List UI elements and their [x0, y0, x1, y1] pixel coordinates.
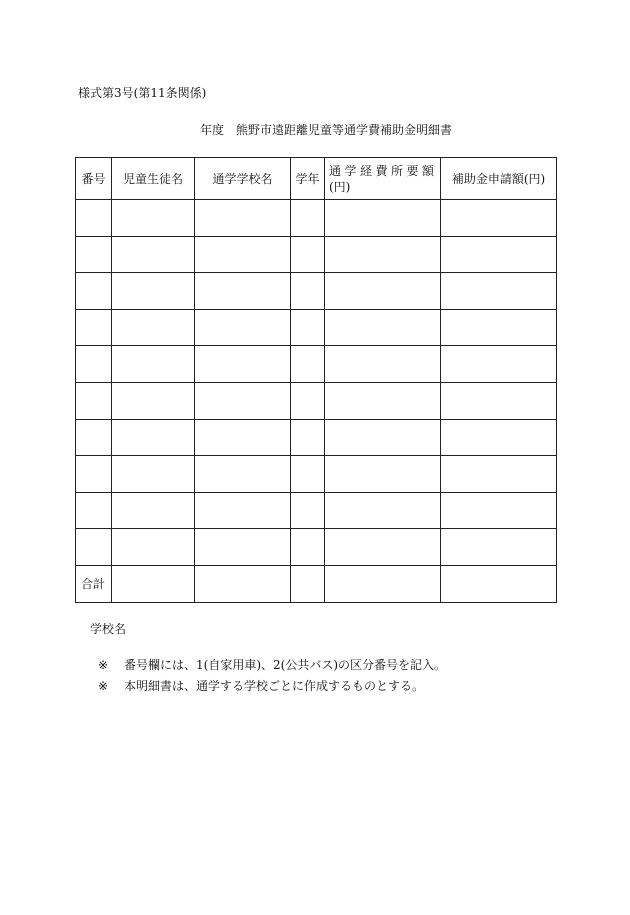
table-row [76, 309, 557, 346]
cell-subsidy-amount[interactable] [441, 382, 557, 419]
cell-commute-cost[interactable] [325, 236, 441, 273]
note-item [98, 677, 424, 694]
total-grade[interactable] [291, 565, 325, 602]
cell-student-name[interactable] [112, 236, 195, 273]
title-year-prefix: 年度 [200, 123, 225, 137]
cell-commute-cost[interactable] [325, 492, 441, 529]
form-number: 様式第3号(第11条関係) [78, 86, 207, 100]
total-commute-cost[interactable] [325, 565, 441, 602]
subsidy-detail-table [75, 157, 557, 603]
cell-number[interactable] [76, 456, 112, 493]
cell-number[interactable] [76, 382, 112, 419]
cell-subsidy-amount[interactable] [441, 309, 557, 346]
table-total-row [76, 565, 557, 602]
table-row [76, 382, 557, 419]
cell-student-name[interactable] [112, 492, 195, 529]
cell-grade[interactable] [291, 419, 325, 456]
cell-student-name[interactable] [112, 346, 195, 383]
title-text: 熊野市遠距離児童等通学費補助金明細書 [236, 123, 453, 137]
cell-grade[interactable] [291, 346, 325, 383]
cell-grade[interactable] [291, 529, 325, 566]
cell-school-name[interactable] [195, 419, 291, 456]
header-commute-cost-unit: (円) [329, 179, 351, 194]
cell-school-name[interactable] [195, 529, 291, 566]
total-label: 合計 [76, 565, 112, 602]
cell-student-name[interactable] [112, 273, 195, 310]
cell-commute-cost[interactable] [325, 382, 441, 419]
cell-subsidy-amount[interactable] [441, 456, 557, 493]
header-number: 番号 [76, 158, 112, 200]
cell-grade[interactable] [291, 456, 325, 493]
cell-number[interactable] [76, 529, 112, 566]
note-text: 番号欄には、1(自家用車)、2(公共バス)の区分番号を記入。 [124, 658, 446, 672]
cell-student-name[interactable] [112, 419, 195, 456]
table-row [76, 419, 557, 456]
cell-subsidy-amount[interactable] [441, 529, 557, 566]
total-student-name[interactable] [112, 565, 195, 602]
cell-subsidy-amount[interactable] [441, 419, 557, 456]
cell-subsidy-amount[interactable] [441, 200, 557, 237]
cell-subsidy-amount[interactable] [441, 346, 557, 383]
cell-school-name[interactable] [195, 456, 291, 493]
cell-grade[interactable] [291, 382, 325, 419]
table-row [76, 273, 557, 310]
table-row [76, 200, 557, 237]
note-text: 本明細書は、通学する学校ごとに作成するものとする。 [124, 679, 425, 693]
cell-student-name[interactable] [112, 200, 195, 237]
cell-school-name[interactable] [195, 492, 291, 529]
header-school-name: 通学学校名 [195, 158, 291, 200]
cell-subsidy-amount[interactable] [441, 492, 557, 529]
table-body [76, 200, 557, 603]
cell-subsidy-amount[interactable] [441, 236, 557, 273]
cell-student-name[interactable] [112, 309, 195, 346]
school-name-label: 学校名 [90, 622, 127, 636]
cell-grade[interactable] [291, 236, 325, 273]
cell-school-name[interactable] [195, 236, 291, 273]
note-mark: ※ [98, 679, 109, 693]
cell-number[interactable] [76, 346, 112, 383]
cell-grade[interactable] [291, 492, 325, 529]
cell-grade[interactable] [291, 200, 325, 237]
cell-grade[interactable] [291, 309, 325, 346]
cell-number[interactable] [76, 419, 112, 456]
cell-grade[interactable] [291, 273, 325, 310]
cell-student-name[interactable] [112, 456, 195, 493]
note-mark: ※ [98, 658, 109, 672]
document-title [200, 121, 452, 138]
cell-number[interactable] [76, 492, 112, 529]
cell-commute-cost[interactable] [325, 529, 441, 566]
cell-commute-cost[interactable] [325, 309, 441, 346]
cell-subsidy-amount[interactable] [441, 273, 557, 310]
cell-number[interactable] [76, 309, 112, 346]
cell-number[interactable] [76, 236, 112, 273]
table-row [76, 492, 557, 529]
header-commute-cost-line1: 通学経費所要額 [329, 163, 438, 178]
cell-student-name[interactable] [112, 382, 195, 419]
cell-number[interactable] [76, 273, 112, 310]
cell-school-name[interactable] [195, 273, 291, 310]
total-school-name[interactable] [195, 565, 291, 602]
cell-school-name[interactable] [195, 382, 291, 419]
cell-commute-cost[interactable] [325, 200, 441, 237]
header-student-name: 児童生徒名 [112, 158, 195, 200]
header-commute-cost [325, 158, 441, 200]
table-header-row [76, 158, 557, 200]
cell-number[interactable] [76, 200, 112, 237]
cell-commute-cost[interactable] [325, 419, 441, 456]
header-subsidy-amount: 補助金申請額(円) [441, 158, 557, 200]
table-row [76, 346, 557, 383]
header-grade: 学年 [291, 158, 325, 200]
total-subsidy-amount[interactable] [441, 565, 557, 602]
cell-student-name[interactable] [112, 529, 195, 566]
note-item [98, 656, 446, 673]
table-row [76, 529, 557, 566]
cell-school-name[interactable] [195, 200, 291, 237]
cell-school-name[interactable] [195, 309, 291, 346]
cell-school-name[interactable] [195, 346, 291, 383]
table-row [76, 456, 557, 493]
cell-commute-cost[interactable] [325, 456, 441, 493]
table-row [76, 236, 557, 273]
cell-commute-cost[interactable] [325, 346, 441, 383]
cell-commute-cost[interactable] [325, 273, 441, 310]
